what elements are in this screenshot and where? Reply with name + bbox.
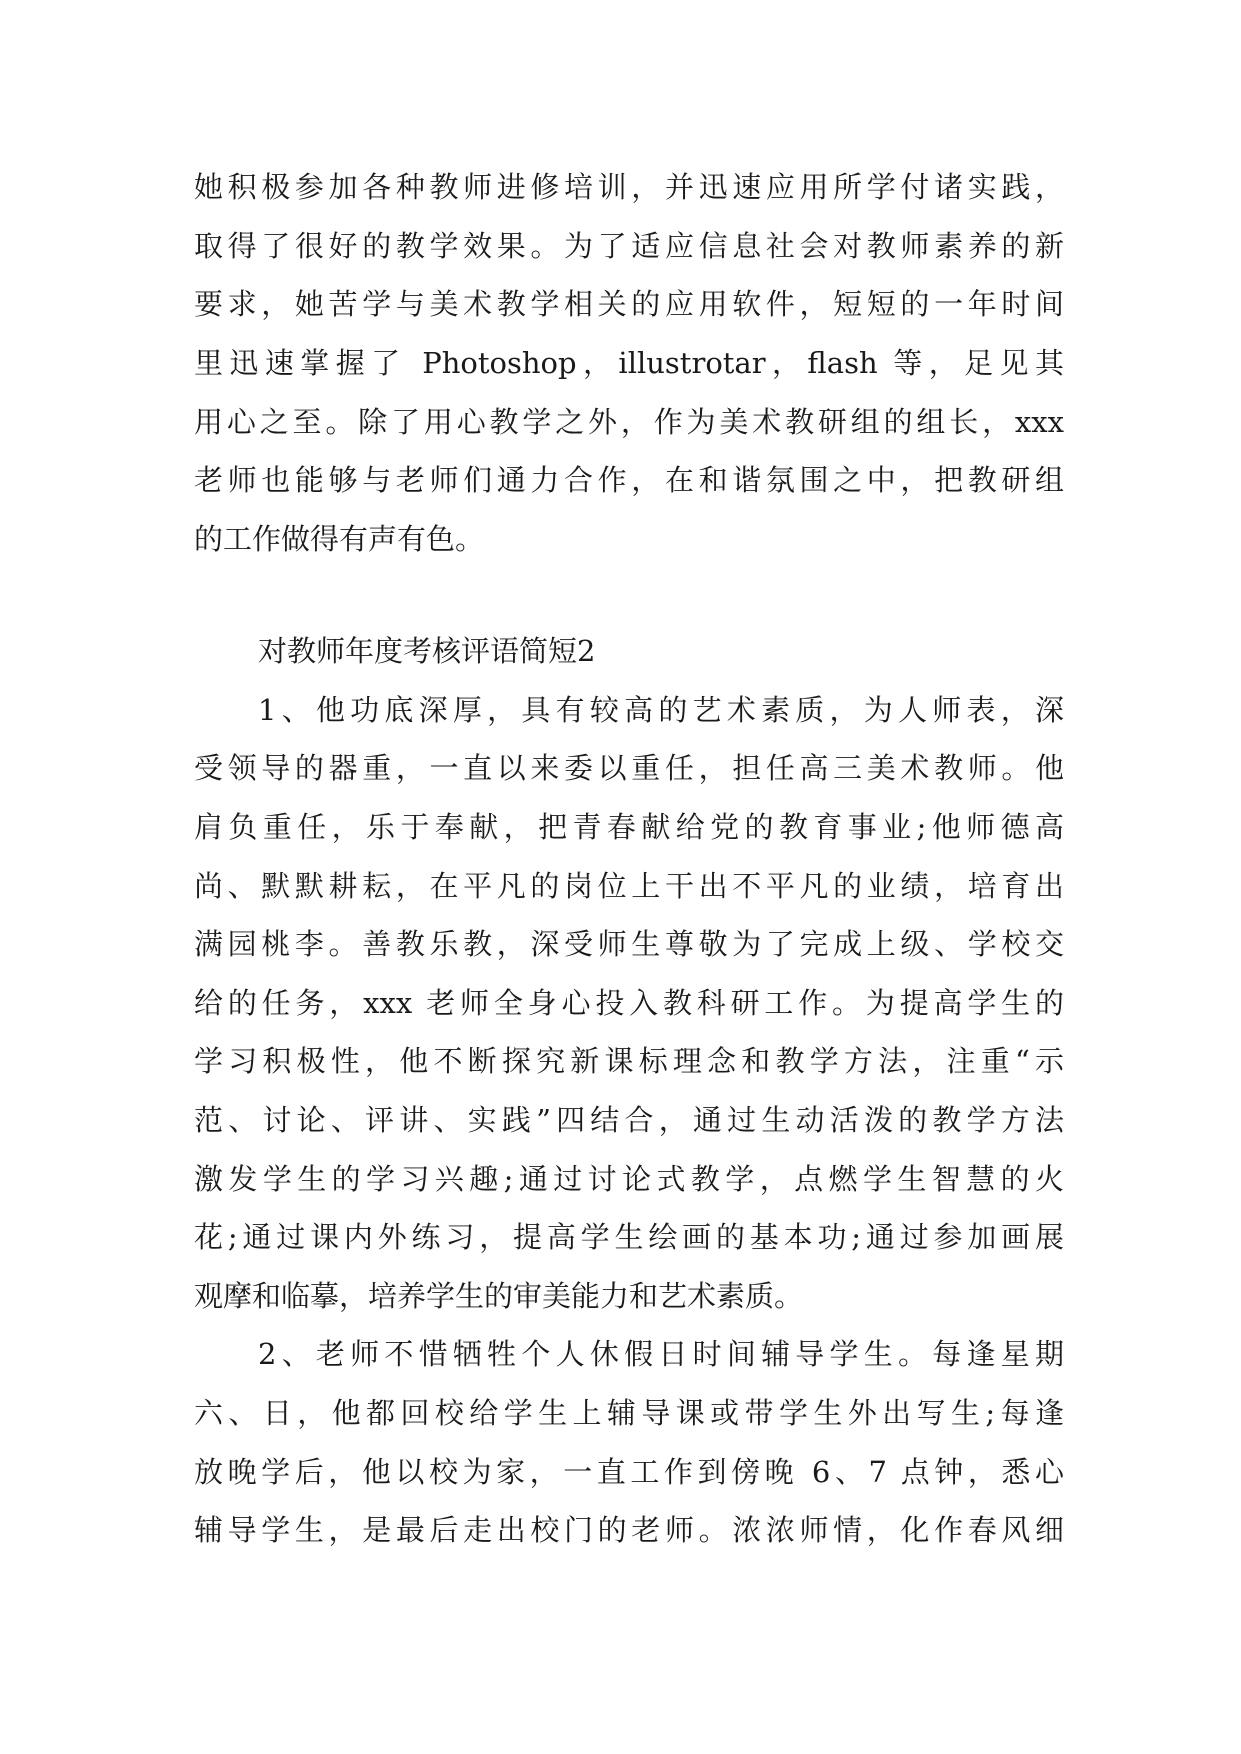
intro-line-3: 要求，她苦学与美术教学相关的应用软件，短短的一年时间 [194,287,1064,321]
item1-line-6: 给的任务，xxx 老师全身心投入教科研工作。为提高学生的 [194,986,1064,1020]
intro-line-4: 里迅速掌握了 Photoshop，illustrotar，flash 等，足见其 [194,346,1064,380]
intro-line-5: 用心之至。除了用心教学之外，作为美术教研组的组长，xxx [194,405,1064,439]
item1-line-5: 满园桃李。善教乐教，深受师生尊敬为了完成上级、学校交 [194,927,1064,961]
item1-line-9: 激发学生的学习兴趣;通过讨论式教学，点燃学生智慧的火 [194,1162,1064,1196]
intro-line-7: 的工作做得有声有色。 [194,522,485,556]
item2-line-2: 六、日，他都回校给学生上辅导课或带学生外出写生;每逢 [194,1396,1064,1430]
intro-line-6: 老师也能够与老师们通力合作，在和谐氛围之中，把教研组 [194,463,1064,497]
intro-line-2: 取得了很好的教学效果。为了适应信息社会对教师素养的新 [194,229,1064,263]
item1-line-11: 观摩和临摹，培养学生的审美能力和艺术素质。 [194,1279,804,1313]
item1-line-3: 肩负重任，乐于奉献，把青春献给党的教育事业;他师德高 [194,810,1064,844]
section-title: 对教师年度考核评语简短2 [258,634,596,668]
intro-line-1: 她积极参加各种教师进修培训，并迅速应用所学付诸实践， [194,170,1064,204]
item2-line-1: 2、老师不惜牺牲个人休假日时间辅导学生。每逢星期 [258,1337,1064,1371]
item2-line-3: 放晚学后，他以校为家，一直工作到傍晚 6、7 点钟，悉心 [194,1455,1064,1489]
item2-line-4: 辅导学生，是最后走出校门的老师。浓浓师情，化作春风细 [194,1513,1064,1547]
item1-line-1: 1、他功底深厚，具有较高的艺术素质，为人师表，深 [258,693,1064,727]
item1-line-10: 花;通过课内外练习，提高学生绘画的基本功;通过参加画展 [194,1220,1064,1254]
item1-line-2: 受领导的器重，一直以来委以重任，担任高三美术教师。他 [194,751,1064,785]
item1-line-7: 学习积极性，他不断探究新课标理念和教学方法，注重“示 [194,1044,1064,1078]
item1-line-8: 范、讨论、评讲、实践”四结合，通过生动活泼的教学方法 [194,1103,1064,1137]
item1-line-4: 尚、默默耕耘，在平凡的岗位上干出不平凡的业绩，培育出 [194,869,1064,903]
